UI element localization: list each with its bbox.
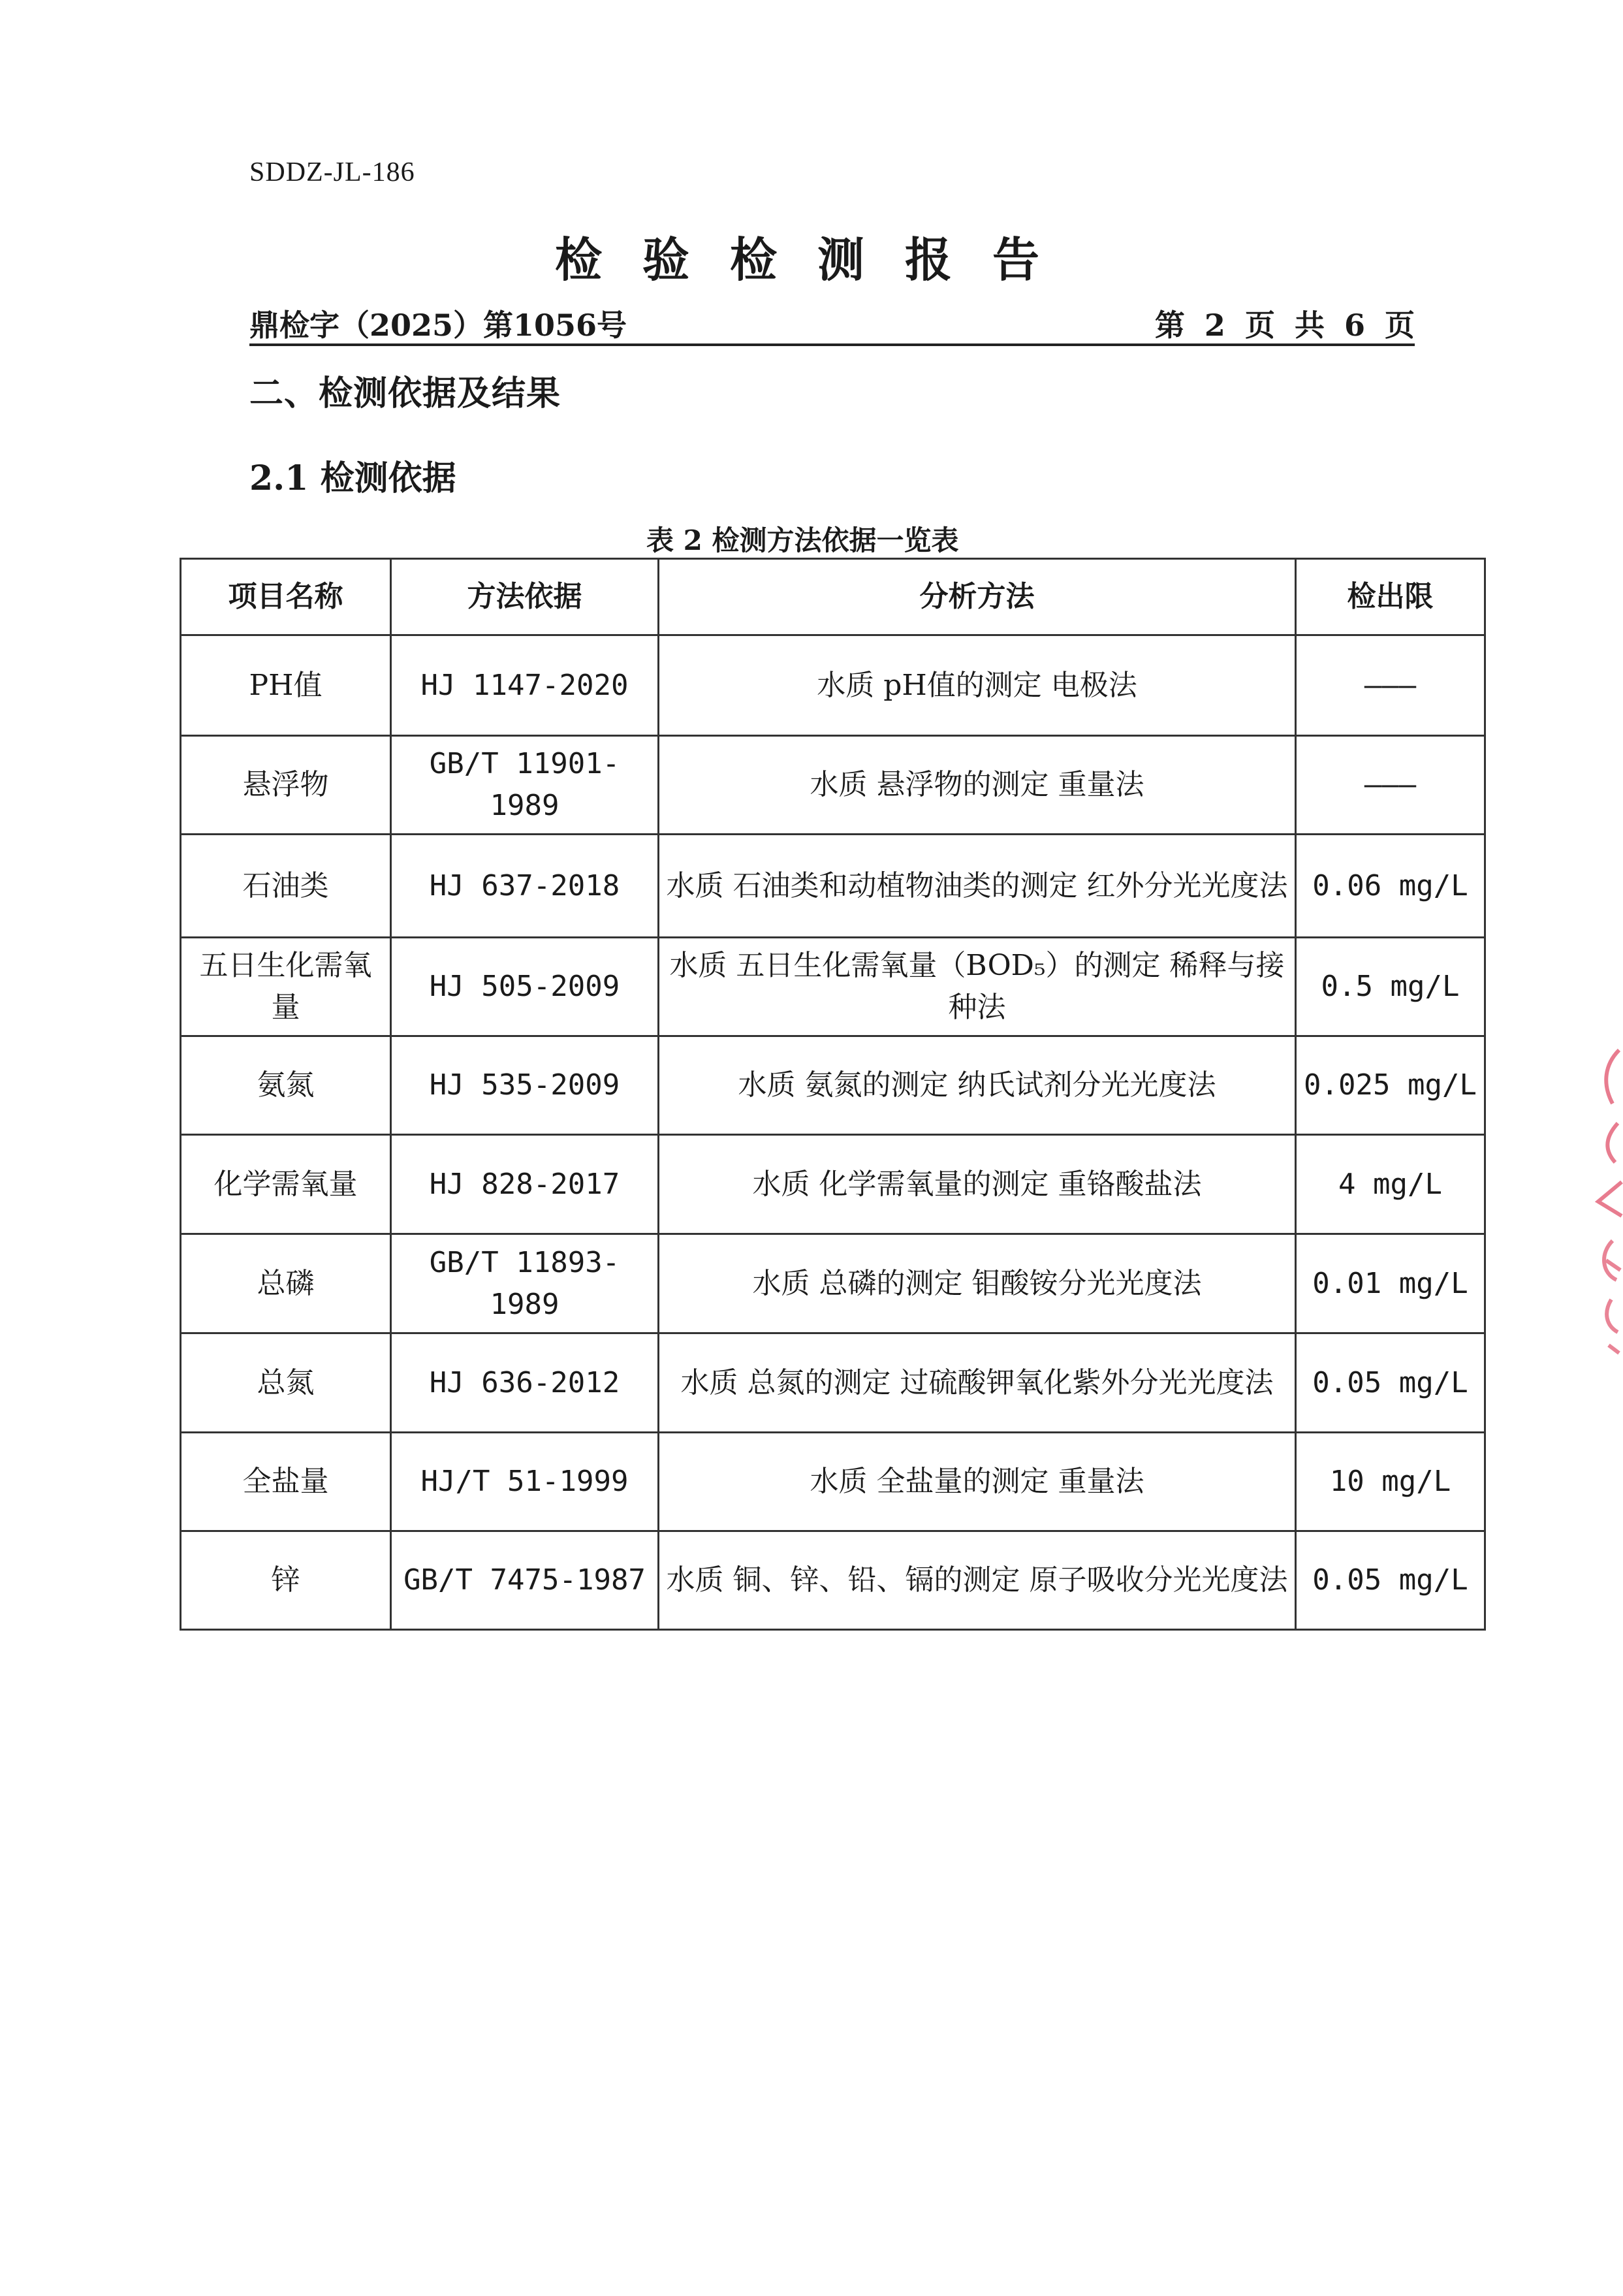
cell-method: 水质 全盐量的测定 重量法: [659, 1433, 1296, 1531]
column-header-method: 分析方法: [659, 559, 1296, 635]
seal-stroke: [1598, 1182, 1622, 1216]
cell-method: 水质 石油类和动植物油类的测定 红外分光光度法: [659, 835, 1296, 938]
cell-standard: HJ 1147-2020: [391, 635, 659, 736]
cell-standard: HJ 828-2017: [391, 1135, 659, 1234]
cell-method: 水质 五日生化需氧量（BOD₅）的测定 稀释与接种法: [659, 938, 1296, 1036]
table-row: [181, 1135, 1485, 1234]
cell-item: 化学需氧量: [181, 1135, 391, 1234]
cell-standard: HJ 535-2009: [391, 1036, 659, 1135]
table-row: [181, 938, 1485, 1036]
cell-item: 五日生化需氧量: [181, 938, 391, 1036]
cell-item: 全盐量: [181, 1433, 391, 1531]
table-row: [181, 1234, 1485, 1333]
cell-limit: 0.05 mg/L: [1296, 1531, 1485, 1630]
cell-standard: HJ/T 51-1999: [391, 1433, 659, 1531]
cell-limit: ———: [1296, 736, 1485, 835]
cell-standard: HJ 505-2009: [391, 938, 659, 1036]
column-header-item: 项目名称: [181, 559, 391, 635]
table-row: [181, 736, 1485, 835]
red-seal-fragment: [1593, 1045, 1623, 1358]
cell-method: 水质 悬浮物的测定 重量法: [659, 736, 1296, 835]
cell-standard: GB/T 11893-1989: [391, 1234, 659, 1333]
cell-item: 锌: [181, 1531, 391, 1630]
section-heading: 二、检测依据及结果: [249, 374, 561, 413]
cell-method: 水质 pH值的测定 电极法: [659, 635, 1296, 736]
table-row: [181, 1531, 1485, 1630]
cell-method: 水质 总氮的测定 过硫酸钾氧化紫外分光光度法: [659, 1333, 1296, 1433]
table-row: [181, 1333, 1485, 1433]
column-header-standard: 方法依据: [391, 559, 659, 635]
cell-item: 总磷: [181, 1234, 391, 1333]
cell-standard: HJ 636-2012: [391, 1333, 659, 1433]
cell-limit: 10 mg/L: [1296, 1433, 1485, 1531]
cell-method: 水质 铜、锌、铅、镉的测定 原子吸收分光光度法: [659, 1531, 1296, 1630]
cell-limit: 0.05 mg/L: [1296, 1333, 1485, 1433]
cell-item: 石油类: [181, 835, 391, 938]
cell-method: 水质 化学需氧量的测定 重铬酸盐法: [659, 1135, 1296, 1234]
table-row: [181, 1433, 1485, 1531]
cell-standard: GB/T 11901-1989: [391, 736, 659, 835]
cell-item: 总氮: [181, 1333, 391, 1433]
cell-limit: 0.01 mg/L: [1296, 1234, 1485, 1333]
seal-stroke: [1604, 1241, 1620, 1353]
report-title: 检验检测报告: [555, 232, 1080, 287]
column-header-limit: 检出限: [1296, 559, 1485, 635]
table-row: [181, 635, 1485, 736]
page-indicator: 第 2 页 共 6 页: [1154, 308, 1415, 343]
cell-limit: 0.06 mg/L: [1296, 835, 1485, 938]
cell-standard: GB/T 7475-1987: [391, 1531, 659, 1630]
cell-limit: 0.5 mg/L: [1296, 938, 1485, 1036]
subsection-heading: 2.1 检测依据: [249, 458, 456, 498]
methods-table: [180, 558, 1486, 1631]
table-row: [181, 835, 1485, 938]
table-caption: 表 2 检测方法依据一览表: [646, 524, 959, 556]
seal-stroke: [1606, 1050, 1619, 1162]
cell-method: 水质 总磷的测定 钼酸铵分光光度法: [659, 1234, 1296, 1333]
reference-number: 鼎检字（2025）第1056号: [249, 308, 627, 343]
cell-item: PH值: [181, 635, 391, 736]
cell-item: 氨氮: [181, 1036, 391, 1135]
cell-standard: HJ 637-2018: [391, 835, 659, 938]
reference-line: [249, 302, 1415, 346]
document-code: SDDZ-JL-186: [249, 157, 415, 187]
cell-limit: 4 mg/L: [1296, 1135, 1485, 1234]
cell-limit: 0.025 mg/L: [1296, 1036, 1485, 1135]
table-header-row: [181, 559, 1485, 635]
table-row: [181, 1036, 1485, 1135]
cell-limit: ———: [1296, 635, 1485, 736]
cell-method: 水质 氨氮的测定 纳氏试剂分光光度法: [659, 1036, 1296, 1135]
cell-item: 悬浮物: [181, 736, 391, 835]
